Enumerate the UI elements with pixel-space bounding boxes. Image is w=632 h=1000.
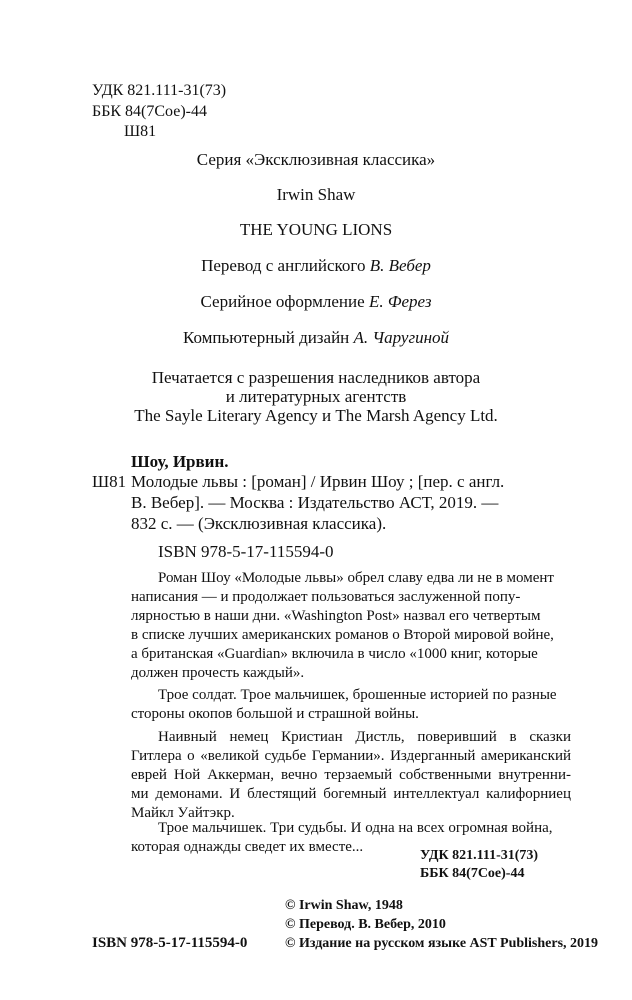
catalog-line-2: В. Вебер]. — Москва : Издательство АСТ, 2019. —: [131, 493, 499, 512]
copyright-2: © Перевод. В. Вебер, 2010: [285, 917, 446, 932]
udk-code-bottom: УДК 821.111-31(73): [420, 848, 539, 863]
annotation-p1-line-6: должен прочесть каждый».: [131, 665, 305, 681]
annotation-p3: [131, 728, 571, 823]
annotation-p2-line-1: Трое солдат. Трое мальчишек, брошенные историей по разные: [158, 687, 557, 703]
computer-design-label: Компьютерный дизайн: [182, 328, 350, 347]
annotation-p3-line-3: ми демонами. И блестящий богемный интеллектуал калифорниец: [131, 786, 571, 802]
annotation-p2-line-2: стороны окопов большой и страшной войны.: [131, 706, 419, 722]
series-designer-name: Е. Ферез: [368, 292, 432, 311]
annotation-p1-line-1: Роман Шоу «Молодые львы» обрел славу едва ли не в момент: [158, 570, 554, 586]
copyright-3: © Издание на русском языке AST Publishers, 2019: [285, 936, 599, 951]
annotation-p4-line-2: которая однажды сведет их вместе...: [131, 839, 364, 855]
catalog-line-3: 832 с. — (Эксклюзивная классика).: [131, 514, 387, 533]
bbk-code-bottom: ББК 84(7Сое)-44: [420, 866, 525, 881]
annotation-p3-line-1: Наивный немец Кристиан Дистль, поверивший в сказки Гитлера о «великой судьбе Германии». Издерганный американский: [131, 729, 571, 764]
permission-line-1: Печатается с разрешения наследников автора: [151, 368, 481, 387]
copyright-1: © Irwin Shaw, 1948: [285, 898, 403, 913]
bbk-code: ББК 84(7Сое)-44: [92, 103, 207, 120]
catalog-mark: Ш81: [92, 472, 127, 491]
permission-line-2: и литературных агентств: [225, 387, 407, 406]
udk-code: УДК 821.111-31(73): [92, 82, 227, 99]
computer-design-credit: [0, 328, 632, 348]
annotation-p1-line-4: в списке лучших американских романов о Второй мировой войне,: [131, 627, 554, 643]
translation-label: Перевод с английского: [201, 256, 366, 275]
translation-credit: [0, 256, 632, 276]
series-design-credit: [0, 292, 632, 312]
original-author: Irwin Shaw: [276, 185, 356, 204]
permission-line-3: The Sayle Literary Agency и The Marsh Agency Ltd.: [134, 406, 498, 425]
translator-name: В. Вебер: [369, 256, 431, 275]
original-title: THE YOUNG LIONS: [239, 220, 393, 239]
annotation-p4-line-1: Трое мальчишек. Три судьбы. И одна на всех огромная война,: [158, 820, 553, 836]
annotation-p1-line-3: лярностью в наши дни. «Washington Post» назвал его четвертым: [131, 608, 541, 624]
catalog-line-1: Молодые львы : [роман] / Ирвин Шоу ; [пер. с англ.: [131, 472, 505, 491]
annotation-p3-line-2: еврей Ной Аккерман, вечно терзаемый собственными внутренни-: [131, 767, 571, 783]
isbn-bottom: ISBN 978-5-17-115594-0: [92, 935, 248, 951]
series-design-label: Серийное оформление: [200, 292, 365, 311]
computer-designer-name: А. Чаругиной: [353, 328, 450, 347]
catalog-isbn: ISBN 978-5-17-115594-0: [158, 542, 334, 561]
annotation-p3-line-4: Майкл Уайтэкр.: [131, 805, 235, 821]
annotation-p1-line-5: а британская «Guardian» включила в число «1000 книг, которые: [131, 646, 538, 662]
annotation-p1-line-2: написания — и продолжает пользоваться заслуженной попу-: [131, 589, 521, 605]
author-mark: Ш81: [124, 123, 157, 140]
catalog-author: Шоу, Ирвин.: [131, 452, 229, 471]
series-line: Серия «Эксклюзивная классика»: [196, 150, 436, 169]
